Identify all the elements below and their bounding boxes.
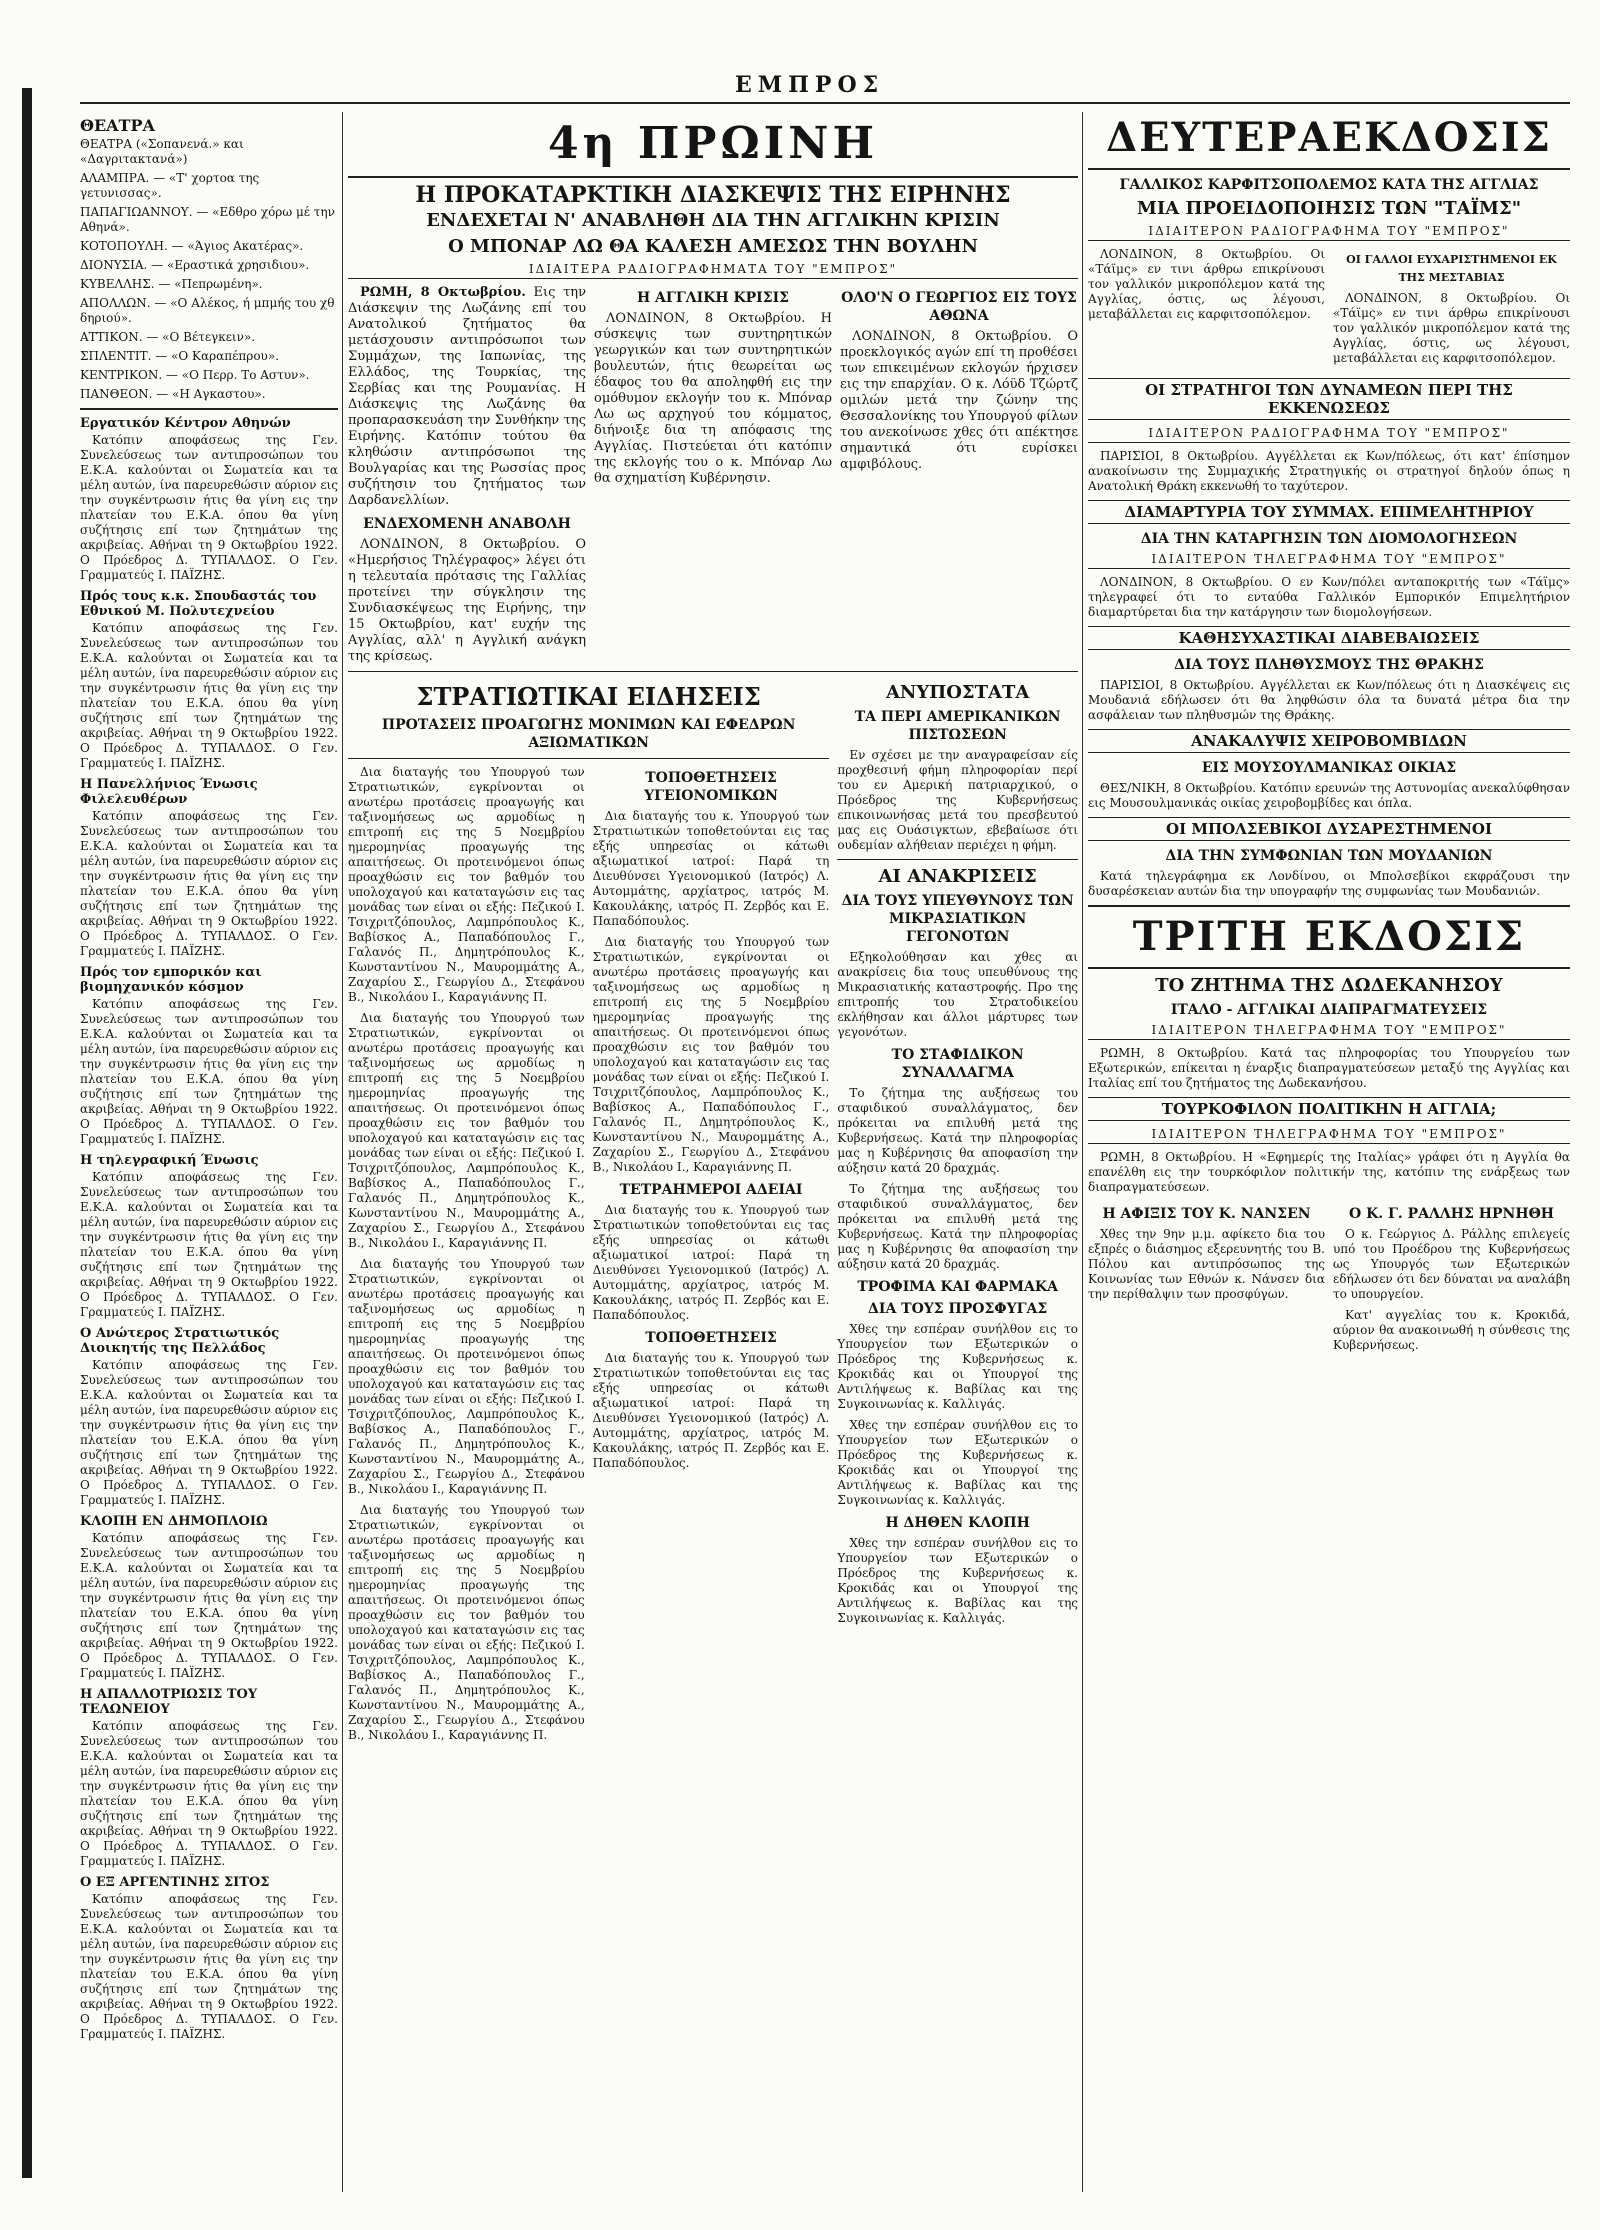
military-col xyxy=(348,765,585,1749)
dateline: ΡΩΜΗ, 8 Οκτωβρίου. xyxy=(360,285,526,300)
theatre-item: ΑΛΑΜΠΡΑ. — «Τ' χορτοα της γετυνισσας». xyxy=(80,171,260,200)
column-divider xyxy=(342,112,343,2192)
divider xyxy=(1088,905,1570,907)
theatre-title: ΘΕΑΤΡΑ xyxy=(80,116,155,135)
bomb-head: ΑΝΑΚΑΛΥΨΙΣ ΧΕΙΡΟΒΟΜΒΙΔΩΝ xyxy=(1088,729,1570,753)
rallis-col xyxy=(1333,1201,1570,1359)
military-text: Δια διαταγής του Υπουργού των Στρατιωτικών, εγκρίνονται οι ανωτέρω προτάσεις προαγωγής και ταξινομήσεως ως αρμοδίως η επιτροπή εις της 5 Νοεμβρίου ημερομηνίας προαγωγής της απαιτήσεως. Οι προτεινόμενοι όπως προαχθώσιν εις τον βαθμόν του υπολοχαγού και καταταγώσιν εις τας μονάδας των είναι οι εξής: Πεζικού Ι. Τσιχριτζόπουλος, Λαμπρόπουλος Κ., Βαβίσκος Α., Παπαδόπουλος Γ., Γαλανός Π., Δημητρόπουλος Κ., Κωνσταντίνου Ν., Μαυρομμάτης Α., Ζαχαρίου Σ., Γεωργίου Δ., Στεφάνου Β., Νικολάου Ι., Καραγιάννης Π. xyxy=(348,1257,585,1496)
divider xyxy=(348,671,1078,672)
story-subhead: ΜΙΑ ΠΡΟΕΙΔΟΠΟΙΗΣΙΣ ΤΩΝ "ΤΑΪΜΣ" xyxy=(1136,198,1522,219)
rallis-text: Κατ' αγγελίας του κ. Κροκιδά, αύριον θα ανακοινωθή η σύνθεσις της Κυβερνήσεως. xyxy=(1333,1308,1570,1352)
notice-head: Ο Ανώτερος Στρατιωτικός Διοικητής της Πελλάδος xyxy=(80,1326,280,1356)
notice-head: Η Πανελλήνιος Ένωσις Φιλελευθέρων xyxy=(80,777,258,807)
notice-text: Κατόπιν αποφάσεως της Γεν. Συνελεύσεως των αντιπροσώπων του Ε.Κ.Α. καλούνται οι Σωματεία και τα μέλη αυτών, ίνα παρευρεθώσιν αύριον εις την συγκέντρωσιν ήτις θα γίνη εις την πλατείαν του Ε.Κ.Α. όπου θα γίνη συζήτησις επί των ζητημάτων της ακριβείας. Αθήναι τη 9 Οκτωβρίου 1922. Ο Πρόεδρος Δ. ΤΥΠΑΛΔΟΣ. Ο Γεν. Γραμματεύς Ι. ΠΑΪΖΗΣ. xyxy=(80,1358,338,1507)
theatre-item: ΑΤΤΙΚΟΝ. — «Ο Βέτεγκειν». xyxy=(80,330,256,344)
notice-text: Κατόπιν αποφάσεως της Γεν. Συνελεύσεως των αντιπροσώπων του Ε.Κ.Α. καλούνται οι Σωματεία και τα μέλη αυτών, ίνα παρευρεθώσιν αύριον εις την συγκέντρωσιν ήτις θα γίνη εις την πλατείαν του Ε.Κ.Α. όπου θα γίνη συζήτησις επί των ζητημάτων της ακριβείας. Αθήναι τη 9 Οκτωβρίου 1922. Ο Πρόεδρος Δ. ΤΥΠΑΛΔΟΣ. Ο Γεν. Γραμματεύς Ι. ΠΑΪΖΗΣ. xyxy=(80,1531,338,1680)
subhead: ΟΛΟ'Ν Ο ΓΕΩΡΓΙΟΣ ΕΙΣ ΤΟΥΣ ΑΘΩΝΑ xyxy=(841,290,1077,324)
assure-text: ΠΑΡΙΣΙΟΙ, 8 Οκτωβρίου. Αγγέλλεται εκ Κων/πόλεως ότι η Διασκέψεις εις Μουδανιά εδήλωσεν ότι θα ληφθώσιν όλα τα δυνατά μέτρα δια την ασφάλειαν των πληθυσμών της Θράκης. xyxy=(1088,678,1570,722)
inquiry-head: ΑΙ ΑΝΑΚΡΙΣΕΙΣ xyxy=(878,866,1037,887)
us-text: Εν σχέσει με την αναγραφείσαν είς προχθεσινή φήμη πληροφορίαν περί του εν Αμερική πατριαρχικού, ο Πρόεδρος της Κυβερνήσεως επικοινωνήσας μετά του πρεσβευτού μας εις Ουάσιγκτων, εβεβαίωσε ότι ουδεμίαν αλήθειαν περιέχει η φήμη. xyxy=(837,748,1078,852)
story-text: ΛΟΝΔΙΝΟΝ, 8 Οκτωβρίου. Οι «Τάϊμς» εν τινι άρθρω επικρίνουσι τον γαλλικόν μικροπόλεμον κατά της Αγγλίας, όστις, ως λέγουσι, μεταβάλλεται εις καρφιτσοπόλεμον. xyxy=(1088,247,1325,321)
notice-head: Η τηλεγραφική Ένωσις xyxy=(80,1153,259,1168)
subhead: Η ΑΓΓΛΙΚΗ ΚΡΙΣΙΣ xyxy=(636,290,790,306)
food-subhead: ΔΙΑ ΤΟΥΣ ΠΡΟΣΦΥΓΑΣ xyxy=(868,1301,1048,1317)
masthead-rule xyxy=(80,102,1570,104)
news-section xyxy=(837,678,1078,1749)
hygiene-head: ΤΟΠΟΘΕΤΗΣΕΙΣ ΥΓΕΙΟΝΟΜΙΚΩΝ xyxy=(644,770,778,804)
theatre-item: ΔΙΟΝΥΣΙΑ. — «Εραστικά χρησιδιου». xyxy=(80,258,310,272)
story-col xyxy=(1333,247,1570,372)
military-text: Δια διαταγής του Υπουργού των Στρατιωτικών, εγκρίνονται οι ανωτέρω προτάσεις προαγωγής και ταξινομήσεως ως αρμοδίως η επιτροπή εις της 5 Νοεμβρίου ημερομηνίας προαγωγής της απαιτήσεως. Οι προτεινόμενοι όπως προαχθώσιν εις τον βαθμόν του υπολοχαγού και καταταγώσιν εις τας μονάδας των είναι οι εξής: Πεζικού Ι. Τσιχριτζόπουλος, Λαμπρόπουλος Κ., Βαβίσκος Α., Παπαδόπουλος Γ., Γαλανός Π., Δημητρόπουλος Κ., Κωνσταντίνου Ν., Μαυρομμάτης Α., Ζαχαρίου Σ., Γεωργίου Δ., Στεφάνου Β., Νικολάου Ι., Καραγιάννης Π. xyxy=(348,765,585,1004)
military-section xyxy=(348,678,829,1749)
us-head: ΑΝΥΠΟΣΤΑΤΑ xyxy=(885,682,1030,703)
theft-head: Η ΔΗΘΕΝ ΚΛΟΠΗ xyxy=(885,1515,1030,1531)
divider xyxy=(1088,168,1570,170)
notice-text: Κατόπιν αποφάσεως της Γεν. Συνελεύσεως των αντιπροσώπων του Ε.Κ.Α. καλούνται οι Σωματεία και τα μέλη αυτών, ίνα παρευρεθώσιν αύριον εις την συγκέντρωσιν ήτις θα γίνη εις την πλατείαν του Ε.Κ.Α. όπου θα γίνη συζήτησις επί των ζητημάτων της ακριβείας. Αθήναι τη 9 Οκτωβρίου 1922. Ο Πρόεδρος Δ. ΤΥΠΑΛΔΟΣ. Ο Γεν. Γραμματεύς Ι. ΠΑΪΖΗΣ. xyxy=(80,809,338,958)
radio-line: ΙΔΙΑΙΤΕΡΟΝ ΡΑΔΙΟΓΡΑΦΗΜΑ ΤΟΥ "ΕΜΠΡΟΣ" xyxy=(1088,224,1570,241)
food-text: Χθες την εσπέραν συνήλθον εις το Υπουργείον των Εξωτερικών ο Πρόεδρος της Κυβερνήσεως κ. Κροκιδάς και οι Υπουργοί της Αντιλήψεως κ. Βαβίλας και της Συγκοινωνίας κ. Καλλιγάς. xyxy=(837,1418,1078,1507)
story-head: ΓΑΛΛΙΚΟΣ ΚΑΡΦΙΤΣΟΠΟΛΕΜΟΣ ΚΑΤΑ ΤΗΣ ΑΓΓΛΙΑΣ xyxy=(1119,177,1539,193)
theatre-item: ΑΠΟΛΛΩΝ. — «Ο Αλέκος, ή μπμής του χθ δηριού». xyxy=(80,296,335,325)
notice-text: Κατόπιν αποφάσεως της Γεν. Συνελεύσεως των αντιπροσώπων του Ε.Κ.Α. καλούνται οι Σωματεία και τα μέλη αυτών, ίνα παρευρεθώσιν αύριον εις την συγκέντρωσιν ήτις θα γίνη εις την πλατείαν του Ε.Κ.Α. όπου θα γίνη συζήτησις επί των ζητημάτων της ακριβείας. Αθήναι τη 9 Οκτωβρίου 1922. Ο Πρόεδρος Δ. ΤΥΠΑΛΔΟΣ. Ο Γεν. Γραμματεύς Ι. ΠΑΪΖΗΣ. xyxy=(80,621,338,770)
protest-text: ΛΟΝΔΙΝΟΝ, 8 Οκτωβρίου. Ο εν Κων/πόλει ανταποκριτής των «Τάϊμς» τηλεγραφεί ότι το ενταύθα Γαλλικόν Εμπορικόν Επιμελητήριον διαμαρτύρεται δια την κατάργησιν των διομολογήσεων. xyxy=(1088,575,1570,619)
headline-1: ΕΝΔΕΧΕΤΑΙ Ν' ΑΝΑΒΛΗΘΗ ΔΙΑ ΤΗΝ ΑΓΓΛΙΚΗΝ ΚΡΙΣΙΝ xyxy=(426,210,1000,231)
radio-line: ΙΔΙΑΙΤΕΡΟΝ ΤΗΛΕΓΡΑΦΗΜΑ ΤΟΥ "ΕΜΠΡΟΣ" xyxy=(1088,552,1570,569)
headline-2: Ο ΜΠΟΝΑΡ ΛΩ ΘΑ ΚΑΛΕΣΗ ΑΜΕΣΩΣ ΤΗΝ ΒΟΥΛΗΝ xyxy=(448,236,978,257)
bomb-text: ΘΕΣ/ΝΙΚΗ, 8 Οκτωβρίου. Κατόπιν ερευνών της Αστυνομίας ανεκαλύφθησαν εις Μουσουλμανικάς οικίας χειροβομβίδες και όπλα. xyxy=(1088,781,1570,810)
generals-head: ΟΙ ΣΤΡΑΤΗΓΟΙ ΤΩΝ ΔΥΝΑΜΕΩΝ ΠΕΡΙ ΤΗΣ ΕΚΚΕΝΩΣΕΩΣ xyxy=(1088,378,1570,420)
notice-text: Κατόπιν αποφάσεως της Γεν. Συνελεύσεως των αντιπροσώπων του Ε.Κ.Α. καλούνται οι Σωματεία και τα μέλη αυτών, ίνα παρευρεθώσιν αύριον εις την συγκέντρωσιν ήτις θα γίνη εις την πλατείαν του Ε.Κ.Α. όπου θα γίνη συζήτησις επί των ζητημάτων της ακριβείας. Αθήναι τη 9 Οκτωβρίου 1922. Ο Πρόεδρος Δ. ΤΥΠΑΛΔΟΣ. Ο Γεν. Γραμματεύς Ι. ΠΑΪΖΗΣ. xyxy=(80,1170,338,1319)
notice-head: Πρός τους κ.κ. Σπουδαστάς του Εθνικού Μ. Πολυτεχνείου xyxy=(80,589,317,619)
musul-head: ΟΙ ΜΠΟΛΣΕΒΙΚΟΙ ΔΥΣΑΡΕΣΤΗΜΕΝΟΙ xyxy=(1088,817,1570,841)
notice-text: Κατόπιν αποφάσεως της Γεν. Συνελεύσεως των αντιπροσώπων του Ε.Κ.Α. καλούνται οι Σωματεία και τα μέλη αυτών, ίνα παρευρεθώσιν αύριον εις την συγκέντρωσιν ήτις θα γίνη εις την πλατείαν του Ε.Κ.Α. όπου θα γίνη συζήτησις επί των ζητημάτων της ακριβείας. Αθήναι τη 9 Οκτωβρίου 1922. Ο Πρόεδρος Δ. ΤΥΠΑΛΔΟΣ. Ο Γεν. Γραμματεύς Ι. ΠΑΪΖΗΣ. xyxy=(80,433,338,582)
food-text: Χθες την εσπέραν συνήλθον εις το Υπουργείον των Εξωτερικών ο Πρόεδρος της Κυβερνήσεως κ. Κροκιδάς και οι Υπουργοί της Αντιλήψεως κ. Βαβίλας και της Συγκοινωνίας κ. Καλλιγάς. xyxy=(837,1322,1078,1411)
column-right xyxy=(1088,112,1570,2192)
story-cols xyxy=(1088,247,1570,372)
divider xyxy=(80,408,338,410)
second-edition-banner: ΔΕΥΤΕΡΑΕΚΔΟΣΙΣ xyxy=(1106,114,1552,161)
hygiene-text: Δια διαταγής του κ. Υπουργού των Στρατιωτικών τοποθετούνται εις τας εξής υπηρεσίας οι κάτωθι αξιωματικοί ιατροί: Παρά τη Διευθύνσει Υγειονομικού (Ιατρός) Λ. Αυτομμάτης, αρχίατρος, ιατρός Μ. Κακουλάκης, ιατρός Π. Ζερβός και Ε. Παπαδόπουλος. xyxy=(592,809,830,928)
story-col-3 xyxy=(840,285,1078,665)
inquiry-subhead: ΔΙΑ ΤΟΥΣ ΥΠΕΥΘΥΝΟΥΣ ΤΩΝ ΜΙΚΡΑΣΙΑΤΙΚΩΝ ΓΕΓΟΝΟΤΩΝ xyxy=(841,893,1074,945)
rallis-text: Ο κ. Γεώργιος Δ. Ράλλης επιλεγείς υπό του Προέδρου της Κυβερνήσεως ως Υπουργός των Εξωτερικών εδήλωσεν ότι δεν δύναται να αναλάβη το υπουργείον. xyxy=(1333,1227,1570,1301)
notice-head: Εργατικόν Κέντρον Αθηνών xyxy=(80,416,291,431)
notice-head: Η ΑΠΑΛΛΟΤΡΙΩΣΙΣ ΤΟΥ ΤΕΛΩΝΕΙΟΥ xyxy=(80,1687,258,1717)
military-head: ΣΤΡΑΤΙΩΤΙΚΑΙ ΕΙΔΗΣΕΙΣ xyxy=(416,682,761,711)
third-edition-banner: ΤΡΙΤΗ ΕΚΔΟΣΙΣ xyxy=(1132,913,1526,960)
raisin-head: ΤΟ ΣΤΑΦΙΔΙΚΟΝ ΣΥΝΑΛΛΑΓΜΑ xyxy=(891,1047,1024,1081)
theatre-item: ΘΕΑΤΡΑ («Σοπανενά.» και «Δαγριτακτανά») xyxy=(80,137,244,166)
edition-title: 4η ΠΡΩΙΝΗ xyxy=(547,118,879,169)
radio-line: ΙΔΙΑΙΤΕΡΑ ΡΑΔΙΟΓΡΑΦΗΜΑΤΑ ΤΟΥ "ΕΜΠΡΟΣ" xyxy=(348,262,1078,279)
column-left xyxy=(80,112,338,2192)
theatre-item: ΣΠΛΕΝΤΙΤ. — «Ο Καραπέπρου». xyxy=(80,349,280,363)
musul-subhead: ΔΙΑ ΤΗΝ ΣΥΜΦΩΝΙΑΝ ΤΩΝ ΜΟΥΔΑΝΙΩΝ xyxy=(1165,848,1493,864)
place-head: ΤΟΠΟΘΕΤΗΣΕΙΣ xyxy=(645,1330,777,1346)
top-banner: Η ΠΡΟΚΑΤΑΡΚΤΙΚΗ ΔΙΑΣΚΕΨΙΣ ΤΗΣ ΕΙΡΗΝΗΣ xyxy=(415,182,1011,208)
notice-text: Κατόπιν αποφάσεως της Γεν. Συνελεύσεως των αντιπροσώπων του Ε.Κ.Α. καλούνται οι Σωματεία και τα μέλη αυτών, ίνα παρευρεθώσιν αύριον εις την συγκέντρωσιν ήτις θα γίνη εις την πλατείαν του Ε.Κ.Α. όπου θα γίνη συζήτησις επί των ζητημάτων της ακριβείας. Αθήναι τη 9 Οκτωβρίου 1922. Ο Πρόεδρος Δ. ΤΥΠΑΛΔΟΣ. Ο Γεν. Γραμματεύς Ι. ΠΑΪΖΗΣ. xyxy=(80,997,338,1146)
column-divider xyxy=(1082,112,1083,2192)
military-text: Δια διαταγής του Υπουργού των Στρατιωτικών, εγκρίνονται οι ανωτέρω προτάσεις προαγωγής και ταξινομήσεως ως αρμοδίως η επιτροπή εις της 5 Νοεμβρίου ημερομηνίας προαγωγής της απαιτήσεως. Οι προτεινόμενοι όπως προαχθώσιν εις τον βαθμόν του υπολοχαγού και καταταγώσιν εις τας μονάδας των είναι οι εξής: Πεζικού Ι. Τσιχριτζόπουλος, Λαμπρόπουλος Κ., Βαβίσκος Α., Παπαδόπουλος Γ., Γαλανός Π., Δημητρόπουλος Κ., Κωνσταντίνου Ν., Μαυρομμάτης Α., Ζαχαρίου Σ., Γεωργίου Δ., Στεφάνου Β., Νικολάου Ι., Καραγιάννης Π. xyxy=(348,1011,585,1250)
turk-text: ΡΩΜΗ, 8 Οκτωβρίου. Η «Εφημερίς της Ιταλίας» γράφει ότι η Αγγλία θα επανέλθη εις την τουρκόφιλον πολιτικήν της, κατόπιν της ενάρξεως των διαπραγματεύσεων. xyxy=(1088,1150,1570,1194)
notice-text: Κατόπιν αποφάσεως της Γεν. Συνελεύσεως των αντιπροσώπων του Ε.Κ.Α. καλούνται οι Σωματεία και τα μέλη αυτών, ίνα παρευρεθώσιν αύριον εις την συγκέντρωσιν ήτις θα γίνη εις την πλατείαν του Ε.Κ.Α. όπου θα γίνη συζήτησις επί των ζητημάτων της ακριβείας. Αθήναι τη 9 Οκτωβρίου 1922. Ο Πρόεδρος Δ. ΤΥΠΑΛΔΟΣ. Ο Γεν. Γραμματεύς Ι. ΠΑΪΖΗΣ. xyxy=(80,1892,338,2041)
food-text: Χθες την εσπέραν συνήλθον εις το Υπουργείον των Εξωτερικών ο Πρόεδρος της Κυβερνήσεως κ. Κροκιδάς και οι Υπουργοί της Αντιλήψεως κ. Βαβίλας και της Συγκοινωνίας κ. Καλλιγάς. xyxy=(837,1536,1078,1625)
notice-list xyxy=(80,416,338,2042)
assure-subhead: ΔΙΑ ΤΟΥΣ ΠΛΗΘΥΣΜΟΥΣ ΤΗΣ ΘΡΑΚΗΣ xyxy=(1174,657,1484,673)
notice-head: Ο ΕΞ ΑΡΓΕΝΤΙΝΗΣ ΣΙΤΟΣ xyxy=(80,1875,270,1890)
generals-text: ΠΑΡΙΣΙΟΙ, 8 Οκτωβρίου. Αγγέλλεται εκ Κων/πόλεως, ότι κατ' έπίσημον ανακοίνωσιν της Συμμαχικής Στρατηγικής οι στρατηγοί δηλούν όπως η Ανατολική Θράκη εκκενωθή το ταχύτερον. xyxy=(1088,449,1570,493)
lower-stories xyxy=(348,678,1078,1749)
protest-head: ΔΙΑΜΑΡΤΥΡΙΑ ΤΟΥ ΣΥΜΜΑΧ. ΕΠΙΜΕΛΗΤΗΡΙΟΥ xyxy=(1088,500,1570,524)
turk-head: ΤΟΥΡΚΟΦΙΛΟΝ ΠΟΛΙΤΙΚΗΝ Η ΑΓΓΛΙΑ; xyxy=(1088,1097,1570,1121)
nansen-text: Χθες την 9ην μ.μ. αφίκετο δια του εξπρές ο διάσημος εξερευνητής του Β. Πόλου και αντιπρόσωπος της Κοινωνίας των Εθνών κ. Νάνσεν δια την περίθαλψιν των προσφύγων. xyxy=(1088,1227,1325,1301)
divider xyxy=(837,859,1078,860)
hygiene-text: Δια διαταγής του κ. Υπουργού των Στρατιωτικών τοποθετούνται εις τας εξής υπηρεσίας οι κάτωθι αξιωματικοί ιατροί: Παρά τη Διευθύνσει Υγειονομικού (Ιατρός) Λ. Αυτομμάτης, αρχίατρος, ιατρός Μ. Κακουλάκης, ιατρός Π. Ζερβός και Ε. Παπαδόπουλος. xyxy=(592,1203,830,1322)
radio-line: ΙΔΙΑΙΤΕΡΟΝ ΤΗΛΕΓΡΑΦΗΜΑ ΤΟΥ "ΕΜΠΡΟΣ" xyxy=(1088,1127,1570,1144)
bottom-cols xyxy=(1088,1201,1570,1359)
story-col xyxy=(1088,247,1325,372)
radio-line: ΙΔΙΑΙΤΕΡΟΝ ΡΑΔΙΟΓΡΑΦΗΜΑ ΤΟΥ "ΕΜΠΡΟΣ" xyxy=(1088,426,1570,443)
raisin-text: Το ζήτημα της αυξήσεως του σταφιδικού συναλλάγματος, δεν πρόκειται να επιλυθή μετά της Κυβερνήσεως. Κατά την πληροφορίας μας η Κυβέρνησις θα αποφασίση την αύξησιν κατά 20 δραχμάς. xyxy=(837,1182,1078,1271)
divider xyxy=(1088,967,1570,969)
column-center xyxy=(348,112,1078,2192)
assure-head: ΚΑΘΗΣΥΧΑΣΤΙΚΑΙ ΔΙΑΒΕΒΑΙΩΣΕΙΣ xyxy=(1088,626,1570,650)
nansen-head: Η ΑΦΙΞΙΣ ΤΟΥ Κ. ΝΑΝΣΕΝ xyxy=(1102,1206,1311,1222)
leave-head: ΤΕΤΡΑΗΜΕΡΟΙ ΑΔΕΙΑΙ xyxy=(619,1182,803,1198)
story-text: ΛΟΝΔΙΝΟΝ, 8 Οκτωβρίου. Η σύσκεψις των συντηρητικών γεωργικών και των συντηρητικών βουλευτών, ήτις θεωρείται ως έδαφος του θα αποληφθή εις την ομόθυμον εκλογήν του κ. Μπόναρ Λω ως αρχηγού του κόμματος, διήνοιξε δια τη απόφασις της Αγγλίας. Πιστεύεται ότι κατόπιν της εκλογής του ο κ. Μπόναρ Λω θα σχηματίση Κυβέρνησιν. xyxy=(594,311,832,486)
military-col xyxy=(593,765,830,1749)
musul-text: Κατά τηλεγράφημα εκ Λονδίνου, οι Μπολσεβίκοι εκφράζουσι την δυσαρέσκειαν αυτών δια την υπογραφήν της συμφωνίας των Μουδανιών. xyxy=(1088,869,1570,898)
story-col-2 xyxy=(594,285,832,665)
story-text: ΛΟΝΔΙΝΟΝ, 8 Οκτωβρίου. Οι «Τάϊμς» εν τινι άρθρω επικρίνουσι τον γαλλικόν μικροπόλεμον κατά της Αγγλίας, όστις, ως λέγουσι, μεταβάλλεται εις καρφιτσοπόλεμον. xyxy=(1333,291,1570,365)
rallis-head: Ο Κ. Γ. ΡΑΛΛΗΣ ΗΡΝΗΘΗ xyxy=(1349,1206,1554,1222)
food-head: ΤΡΟΦΙΜΑ ΚΑΙ ΦΑΡΜΑΚΑ xyxy=(857,1279,1058,1295)
dodek-subhead: ΙΤΑΛΟ - ΑΓΓΛΙΚΑΙ ΔΙΑΠΡΑΓΜΑΤΕΥΣΕΙΣ xyxy=(1170,1002,1488,1018)
bomb-subhead: ΕΙΣ ΜΟΥΣΟΥΛΜΑΝΙΚΑΣ ΟΙΚΙΑΣ xyxy=(1201,760,1457,776)
masthead-name: ΕΜΠΡΟΣ xyxy=(735,72,885,98)
theatre-list xyxy=(80,137,338,402)
military-text: Δια διαταγής του Υπουργού των Στρατιωτικών, εγκρίνονται οι ανωτέρω προτάσεις προαγωγής και ταξινομήσεως ως αρμοδίως η επιτροπή εις της 5 Νοεμβρίου ημερομηνίας προαγωγής της απαιτήσεως. Οι προτεινόμενοι όπως προαχθώσιν εις τον βαθμόν του υπολοχαγού και καταταγώσιν εις τας μονάδας των είναι οι εξής: Πεζικού Ι. Τσιχριτζόπουλος, Λαμπρόπουλος Κ., Βαβίσκος Α., Παπαδόπουλος Γ., Γαλανός Π., Δημητρόπουλος Κ., Κωνσταντίνου Ν., Μαυρομμάτης Α., Ζαχαρίου Σ., Γεωργίου Δ., Στεφάνου Β., Νικολάου Ι., Καραγιάννης Π. xyxy=(348,1503,585,1742)
raisin-text: Το ζήτημα της αυξήσεως του σταφιδικού συναλλάγματος, δεν πρόκειται να επιλυθή μετά της Κυβερνήσεως. Κατά την πληροφορίας μας η Κυβέρνησις θα αποφασίση την αύξησιν κατά 20 δραχμάς. xyxy=(837,1086,1078,1175)
side-head: ΟΙ ΓΑΛΛΟΙ ΕΥΧΑΡΙΣΤΗΜΕΝΟΙ ΕΚ ΤΗΣ ΜΕΣΤΑΒΙΑΣ xyxy=(1346,253,1557,284)
notice-text: Κατόπιν αποφάσεως της Γεν. Συνελεύσεως των αντιπροσώπων του Ε.Κ.Α. καλούνται οι Σωματεία και τα μέλη αυτών, ίνα παρευρεθώσιν αύριον εις την συγκέντρωσιν ήτις θα γίνη εις την πλατείαν του Ε.Κ.Α. όπου θα γίνη συζήτησις επί των ζητημάτων της ακριβείας. Αθήναι τη 9 Οκτωβρίου 1922. Ο Πρόεδρος Δ. ΤΥΠΑΛΔΟΣ. Ο Γεν. Γραμματεύς Ι. ΠΑΪΖΗΣ. xyxy=(80,1719,338,1868)
theatre-item: ΠΑΠΑΓΙΩΑΝΝΟΥ. — «Εδθρο χόρω μέ την Αθηνά». xyxy=(80,205,335,234)
notice-head: Πρός τον εμπορικόν και βιομηχανικόν κόσμον xyxy=(80,965,262,995)
story-text: ΛΟΝΔΙΝΟΝ, 8 Οκτωβρίου. Ο προεκλογικός αγών επί τη προθέσει των επικειμένων εκλογών ήρχισεν εις την επαρχίαν. Ο κ. Λόϋδ Τζώρτζ ομιλών μετά την ζώνην της Θεσσαλονίκης του Υπουργού φίλων του ανεκοίνωσε χθες ότι απέκτησε σημαντικά ότι ευρίσκει αμφιβόλους. xyxy=(840,329,1078,472)
story-text: ΡΩΜΗ, 8 Οκτωβρίου. Εις την Διάσκεψιν της Λωζάνης επί του Ανατολικού ζητήματος θα μετάσχουσιν αντιπρόσωποι των Συμμάχων, της Ιαπωνίας, της Ελλάδος, της Τουρκίας, της Σερβίας και της Ρουμανίας. Η Διάσκεψις της Λωζάνης θα προπαρασκευάση την Συνθήκην της Ειρήνης. Κατόπιν τούτου θα κληθώσιν αντιπρόσωποι της Βουλγαρίας και της Ρωσσίας προς συζήτησιν του ζητήματος των Δαρδανελλίων. xyxy=(348,285,586,508)
theatre-item: ΚΥΒΕΛΛΗΣ. — «Πεπρωμένη». xyxy=(80,277,263,291)
military-cols xyxy=(348,765,829,1749)
subhead: ΕΝΔΕΧΟΜΕΝΗ ΑΝΑΒΟΛΗ xyxy=(363,516,571,532)
story-text: ΛΟΝΔΙΝΟΝ, 8 Οκτωβρίου. Ο «Ημερήσιος Τηλέγραφος» λέγει ότι η τελευταία πρότασις της Γαλλίας προτείνει την σύγκλησιν της Συνδιασκέψεως της Ειρήνης, την 15 Οκτωβρίου, κατ' ευχήν της Αγγλίας, αλλ' η Αγγλική ανάγκη της κρίσεως. xyxy=(348,537,586,664)
hygiene-text: Δια διαταγής του κ. Υπουργού των Στρατιωτικών τοποθετούνται εις τας εξής υπηρεσίας οι κάτωθι αξιωματικοί ιατροί: Παρά τη Διευθύνσει Υγειονομικού (Ιατρός) Λ. Αυτομμάτης, αρχίατρος, ιατρός Μ. Κακουλάκης, ιατρός Π. Ζερβός και Ε. Παπαδόπουλος. xyxy=(592,1351,830,1470)
radio-line: ΙΔΙΑΙΤΕΡΟΝ ΤΗΛΕΓΡΑΦΗΜΑ ΤΟΥ "ΕΜΠΡΟΣ" xyxy=(1088,1023,1570,1040)
peace-story xyxy=(348,285,1078,665)
dodek-head: ΤΟ ΖΗΤΗΜΑ ΤΗΣ ΔΩΔΕΚΑΝΗΣΟΥ xyxy=(1155,975,1503,996)
military-subhead: ΠΡΟΤΑΣΕΙΣ ΠΡΟΑΓΩΓΗΣ ΜΟΝΙΜΩΝ ΚΑΙ ΕΦΕΔΡΩΝ ΑΞΙΩΜΑΤΙΚΩΝ xyxy=(381,717,796,751)
theatre-item: ΚΟΤΟΠΟΥΛΗ. — «Άγιος Ακατέρας». xyxy=(80,239,304,253)
us-subhead: ΤΑ ΠΕΡΙ ΑΜΕΡΙΚΑΝΙΚΩΝ ΠΙΣΤΩΣΕΩΝ xyxy=(854,709,1061,743)
divider xyxy=(348,176,1078,178)
theatre-item: ΚΕΝΤΡΙΚΟΝ. — «Ο Περρ. Το Αστυν». xyxy=(80,368,310,382)
notice-head: ΚΛΟΠΗ ΕΝ ΔΗΜΟΠΛΟΙΩ xyxy=(80,1514,268,1529)
theatre-item: ΠΑΝΘΕΟΝ. — «Η Αγκαστου». xyxy=(80,387,266,401)
nansen-col xyxy=(1088,1201,1325,1359)
inquiry-text: Εξηκολούθησαν και χθες αι ανακρίσεις δια τους υπευθύνους της Μικρασιατικής καταστροφής. Προ της επιτροπής του Στρατοδικείου εκλήθησαν και άλλοι μάρτυρες των γεγονότων. xyxy=(837,950,1078,1039)
dodek-text: ΡΩΜΗ, 8 Οκτωβρίου. Κατά τας πληροφορίας του Υπουργείου των Εξωτερικών, επίκειται η έναρξις διαπραγματεύσεων μεταξύ της Αγγλίας και Ιταλίας επί του ζητήματος της Δωδεκανήσου. xyxy=(1088,1046,1570,1090)
protest-subhead: ΔΙΑ ΤΗΝ ΚΑΤΑΡΓΗΣΙΝ ΤΩΝ ΔΙΟΜΟΛΟΓΗΣΕΩΝ xyxy=(1140,531,1518,547)
divider xyxy=(348,758,829,759)
story-col-1 xyxy=(348,285,586,665)
page-edge-bar xyxy=(22,88,32,2178)
military-text: Δια διαταγής του Υπουργού των Στρατιωτικών, εγκρίνονται οι ανωτέρω προτάσεις προαγωγής και ταξινομήσεως ως αρμοδίως η επιτροπή εις της 5 Νοεμβρίου ημερομηνίας προαγωγής της απαιτήσεως. Οι προτεινόμενοι όπως προαχθώσιν εις τον βαθμόν του υπολοχαγού και καταταγώσιν εις τας μονάδας των είναι οι εξής: Πεζικού Ι. Τσιχριτζόπουλος, Λαμπρόπουλος Κ., Βαβίσκος Α., Παπαδόπουλος Γ., Γαλανός Π., Δημητρόπουλος Κ., Κωνσταντίνου Ν., Μαυρομμάτης Α., Ζαχαρίου Σ., Γεωργίου Δ., Στεφάνου Β., Νικολάου Ι., Καραγιάννης Π. xyxy=(592,935,830,1174)
